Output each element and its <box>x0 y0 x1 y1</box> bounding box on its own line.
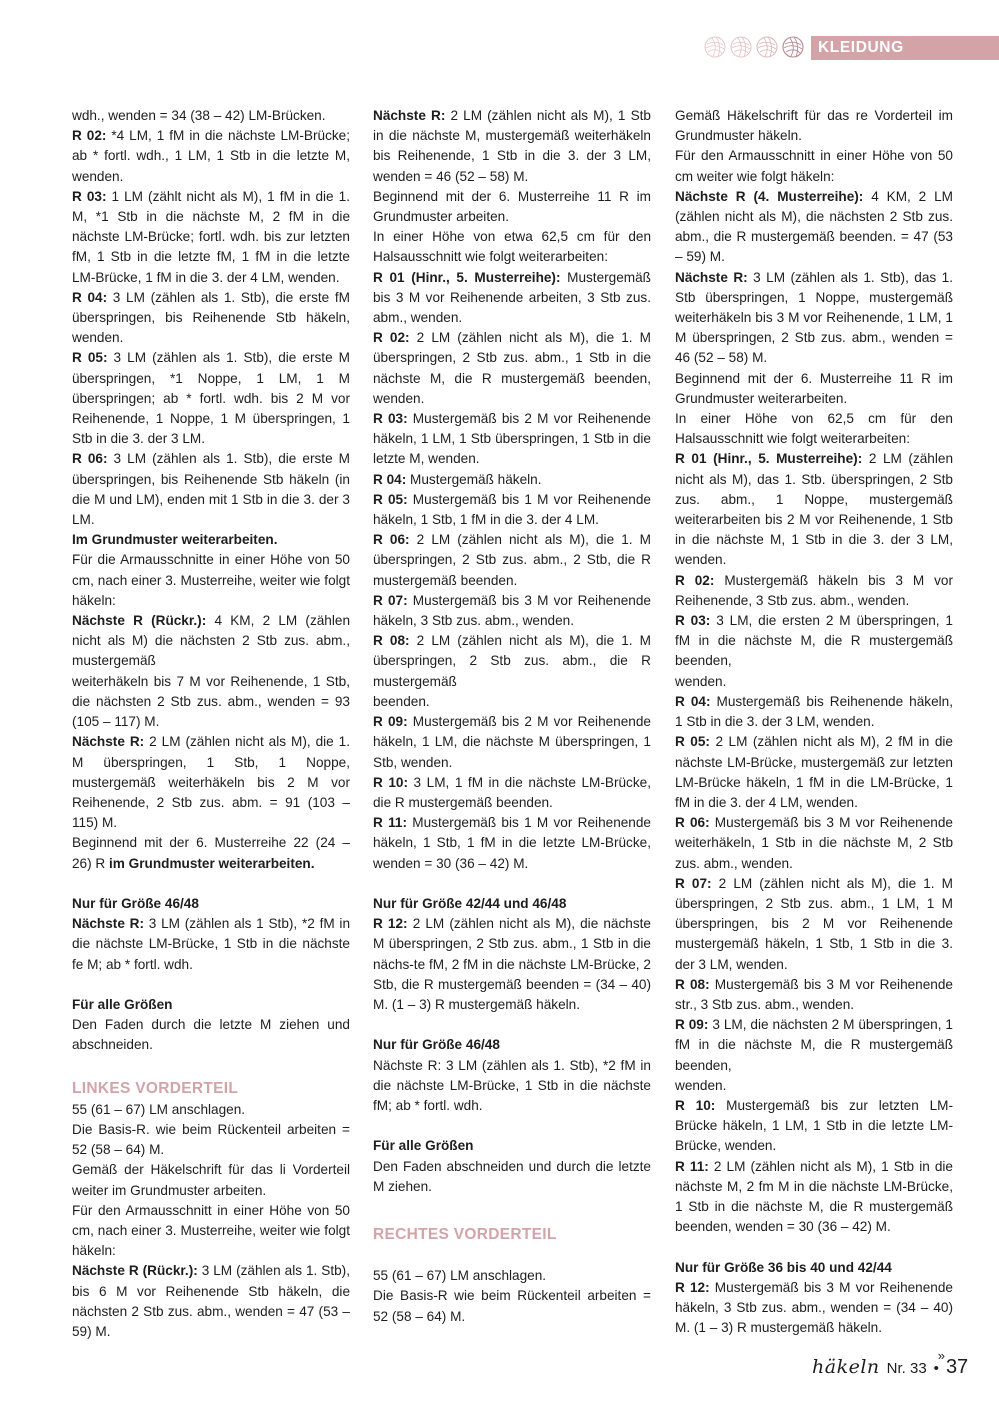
instruction-paragraph <box>373 591 651 631</box>
instruction-paragraph <box>72 732 350 833</box>
instruction-paragraph <box>373 813 651 874</box>
row-label: R 02: <box>675 572 715 588</box>
instruction-text: Mustergemäß bis 3 M vor Reihenende arbeiten, 3 Stb zus. abm., wenden. <box>373 269 651 326</box>
row-label: R 05: <box>72 350 108 366</box>
instruction-text: Nächste R: 3 LM (zählen als 1. Stb), *2 fM in die nächste LM-Brücke, 1 Stb in die nächste fM; ab * fortl. wdh. <box>373 1057 651 1113</box>
instruction-text: Mustergemäß bis 2 M vor Reihenende häkeln, 1 LM, 1 Stb überspringen, 1 Stb in die letzte M, wenden. <box>373 411 651 467</box>
instruction-text: Gemäß der Häkelschrift für das li Vorderteil weiter im Grundmuster arbeiten. <box>72 1162 350 1198</box>
instruction-paragraph <box>373 914 651 1015</box>
instruction-text: wenden. <box>675 1077 727 1093</box>
instruction-text: 3 LM, die ersten 2 M überspringen, 1 fM in die nächste M, die R mustergemäß beenden, <box>675 613 953 669</box>
row-label: R 07: <box>373 592 408 608</box>
instruction-text: Mustergemäß bis 3 M vor Reihenende str., 3 Stb zus. abm., wenden. <box>675 976 953 1012</box>
row-label: Für alle Größen <box>373 1138 474 1154</box>
instruction-paragraph <box>373 1056 651 1117</box>
column-left <box>72 106 350 1342</box>
footer-separator: • <box>933 1360 939 1377</box>
instruction-text: Mustergemäß bis 3 M vor Reihenende weiterhäkeln, 1 Stb in die nächste M, 2 Stb zus. abm., wenden. <box>675 815 953 871</box>
instruction-paragraph <box>373 106 651 187</box>
row-label: R 08: <box>675 976 710 992</box>
row-label: R 04: <box>675 693 711 709</box>
paragraph-spacer <box>72 1056 350 1076</box>
row-label: Nächste R: <box>72 734 145 750</box>
row-label: R 06: <box>675 815 710 831</box>
instruction-text: Mustergemäß bis 3 M vor Reihenende häkeln, 3 Stb zus. abm., wenden = (34 – 40) M. (1 – 3) R mustergemäß häkeln. <box>675 1279 953 1336</box>
yarn-ball-icon <box>730 36 752 58</box>
instruction-text: Gemäß Häkelschrift für das re Vorderteil im Grundmuster häkeln. <box>675 108 953 144</box>
column-right <box>675 106 953 1367</box>
row-label: Nächste R (Rückr.): <box>72 1263 198 1279</box>
row-label: Nächste R (Rückr.): <box>72 613 207 629</box>
instruction-paragraph <box>72 530 350 550</box>
instruction-paragraph <box>72 449 350 530</box>
row-label: R 01 (Hinr., 5. Musterreihe): <box>373 269 561 285</box>
instruction-text: 3 LM (zählen als 1. Stb), die erste fM überspringen, bis Reihenende Stb häkeln, wenden. <box>72 289 351 346</box>
row-label: R 07: <box>675 875 712 891</box>
row-label: R 12: <box>373 916 408 932</box>
instruction-text: Die Basis-R wie beim Rückenteil arbeiten = 52 (58 – 64) M. <box>373 1288 651 1324</box>
row-label: R 01 (Hinr., 5. Musterreihe): <box>675 451 863 467</box>
instruction-paragraph <box>373 692 651 712</box>
instruction-paragraph <box>675 449 953 570</box>
instruction-paragraph <box>72 1120 350 1160</box>
instruction-paragraph <box>675 1015 953 1076</box>
row-label: R 12: <box>675 1279 710 1295</box>
yarn-ball-icon <box>756 36 778 58</box>
row-label: R 02: <box>72 128 107 144</box>
page-footer <box>812 1356 968 1379</box>
row-label: R 06: <box>72 451 108 467</box>
instruction-text: 2 LM (zählen nicht als M), 1 Stb in die nächste M, mustergemäß weiterhäkeln bis Reihenende, 1 Stb in die 3. der 3 LM, wenden = 46 (52 – 58) M. <box>373 108 651 184</box>
row-label: R 11: <box>675 1158 709 1174</box>
instruction-paragraph <box>675 146 953 186</box>
instruction-text: 3 LM (zählen als 1. Stb), die erste M überspringen, bis Reihenende Stb häkeln (in die M und LM), enden mit 1 Stb in die 3. der 3 LM. <box>72 451 350 528</box>
row-label: Nur für Größe 46/48 <box>373 1037 500 1053</box>
section-heading: LINKES VORDERTEIL <box>72 1079 239 1097</box>
row-label: R 05: <box>373 491 408 507</box>
row-label: R 10: <box>675 1097 716 1113</box>
instruction-paragraph <box>72 914 350 975</box>
instruction-text: Mustergemäß bis 1 M vor Reihenende häkeln, 1 Stb, 1 fM in die 3. der 4 LM. <box>373 491 651 528</box>
row-label: Nächste R: <box>72 916 144 932</box>
continued-arrow-icon: » <box>937 1348 945 1364</box>
instruction-paragraph <box>373 227 651 267</box>
section-label: KLEIDUNG <box>818 39 904 56</box>
instruction-paragraph <box>675 813 953 874</box>
instruction-paragraph <box>373 470 651 490</box>
paragraph-spacer <box>373 1015 651 1035</box>
instruction-paragraph <box>373 773 651 813</box>
row-label: Nur für Größe 36 bis 40 und 42/44 <box>675 1259 892 1275</box>
instruction-text: Mustergemäß häkeln. <box>406 471 542 487</box>
instruction-text: Beginnend mit der 6. Musterreihe 22 (24 – 26) R <box>72 835 350 871</box>
instruction-paragraph <box>373 631 651 692</box>
row-label: R 03: <box>72 188 107 204</box>
instruction-paragraph <box>373 328 651 409</box>
row-label: R 11: <box>373 815 407 831</box>
paragraph-spacer <box>675 1237 953 1257</box>
instruction-paragraph <box>72 833 350 873</box>
instruction-paragraph <box>373 1136 651 1156</box>
magazine-name: häkeln <box>812 1356 880 1378</box>
row-label: Nächste R: <box>373 108 446 123</box>
row-label: R 03: <box>373 411 408 427</box>
instruction-paragraph <box>675 874 953 975</box>
instruction-paragraph <box>72 1100 350 1120</box>
instruction-paragraph <box>675 1157 953 1238</box>
row-label: R 03: <box>675 613 711 629</box>
instruction-paragraph <box>675 187 953 268</box>
yarn-ball-icon <box>782 36 804 58</box>
instruction-paragraph <box>675 106 953 146</box>
instruction-paragraph <box>373 1157 651 1197</box>
instruction-paragraph <box>373 1266 651 1286</box>
instruction-paragraph <box>373 187 651 227</box>
row-label: R 09: <box>675 1017 709 1033</box>
instruction-paragraph <box>675 692 953 732</box>
instruction-paragraph <box>675 1096 953 1157</box>
instruction-text: Mustergemäß bis Reihenende häkeln, 1 Stb in die 3. der 3 LM, wenden. <box>675 693 953 730</box>
instruction-text: wdh., wenden = 34 (38 – 42) LM-Brücken. <box>72 108 326 123</box>
instruction-paragraph <box>675 611 953 672</box>
instruction-text: 55 (61 – 67) LM anschlagen. <box>373 1268 547 1284</box>
instruction-paragraph <box>675 409 953 449</box>
instruction-text: beenden. <box>373 693 430 709</box>
instruction-paragraph <box>72 288 350 349</box>
instruction-paragraph <box>72 1160 350 1200</box>
instruction-paragraph <box>675 1258 953 1278</box>
instruction-text: Die Basis-R. wie beim Rückenteil arbeiten = 52 (58 – 64) M. <box>72 1121 350 1158</box>
instruction-text: 55 (61 – 67) LM anschlagen. <box>72 1101 246 1117</box>
instruction-paragraph <box>675 369 953 409</box>
instruction-paragraph <box>373 409 651 470</box>
instruction-text: wenden. <box>675 673 727 689</box>
instruction-text: Für den Armausschnitt in einer Höhe von 50 cm, nach einer 3. Musterreihe, weiter wie folgt häkeln: <box>72 1202 350 1259</box>
instruction-text: Mustergemäß bis 2 M vor Reihenende häkeln, 1 LM, die nächste M überspringen, 1 Stb, wenden. <box>373 714 651 770</box>
instruction-paragraph <box>72 672 350 733</box>
instruction-text: 2 LM (zählen nicht als M), 1 Stb in die nächste M, 2 fm M in die nächste LM-Brücke, 1 Stb in die nächste M, die R mustergemäß beenden, wenden = 30 (36 – 42) M. <box>675 1158 953 1235</box>
instruction-paragraph <box>72 126 350 187</box>
row-label: Nächste R: <box>675 269 748 285</box>
paragraph-spacer <box>373 1197 651 1217</box>
row-label: Im Grundmuster weiterarbeiten. <box>72 532 278 548</box>
paragraph-spacer <box>72 975 350 995</box>
yarn-ball-icon <box>704 36 726 58</box>
instruction-text: weiterhäkeln bis 7 M vor Reihenende, 1 Stb, die nächsten 2 Stb zus. abm., wenden = 93 (105 – 117) M. <box>72 673 350 730</box>
paragraph-spacer <box>72 874 350 894</box>
row-label: R 10: <box>373 774 408 790</box>
instruction-text: 3 LM (zählen als 1 Stb), *2 fM in die nächste LM-Brücke, 1 Stb in die nächste fe M; ab * fortl. wdh. <box>72 916 350 972</box>
instruction-paragraph <box>675 732 953 813</box>
row-label: Nur für Größe 46/48 <box>72 895 199 911</box>
instruction-paragraph <box>72 348 350 449</box>
instruction-paragraph <box>72 106 350 126</box>
instruction-paragraph <box>675 1278 953 1339</box>
instruction-text: 4 KM, 2 LM (zählen nicht als M) die nächsten 2 Stb zus. abm., mustergemäß <box>72 613 350 669</box>
instruction-text: In einer Höhe von 62,5 cm für den Halsausschnitt wie folgt weiterarbeiten: <box>675 411 953 447</box>
instruction-text: *4 LM, 1 fM in die nächste LM-Brücke; ab * fortl. wdh., 1 LM, 1 Stb in die letzte M, wenden. <box>72 128 350 184</box>
row-label: Nächste R (4. Musterreihe): <box>675 188 864 204</box>
instruction-text: 2 LM (zählen nicht als M), die nächste M überspringen, 2 Stb zus. abm., 1 Stb in die nächs-te fM, 2 fM in die nächste LM-Brücke, 2 Stb, die R mustergemäß beenden = (34 – 40) M. (1 – 3) R mustergemäß häkeln. <box>373 916 651 1012</box>
instruction-text: Mustergemäß bis 1 M vor Reihenende häkeln, 1 Stb, 1 fM in die letzte LM-Brücke, wenden = 30 (36 – 42) M. <box>373 815 651 871</box>
instruction-paragraph <box>675 672 953 692</box>
instruction-text: 2 LM (zählen nicht als M), die 1. M überspringen, 2 Stb zus. abm., 1 Stb in die nächste M, die R mustergemäß beenden, wenden. <box>373 330 651 406</box>
instruction-text: 4 KM, 2 LM (zählen nicht als M), die nächsten 2 Stb zus. abm., die R mustergemäß beenden. = 47 (53 – 59) M. <box>675 188 953 265</box>
instruction-paragraph <box>72 187 350 288</box>
yarn-ball-icons <box>704 36 804 58</box>
instruction-paragraph <box>72 894 350 914</box>
page-number: 37 <box>945 1356 969 1378</box>
instruction-paragraph <box>373 490 651 530</box>
row-label: R 04: <box>72 289 108 305</box>
instruction-text: Für den Armausschnitt in einer Höhe von 50 cm weiter wie folgt häkeln: <box>675 148 953 184</box>
instruction-paragraph <box>675 1076 953 1096</box>
instruction-paragraph <box>373 1035 651 1055</box>
issue-number: Nr. 33 <box>886 1360 927 1377</box>
instruction-paragraph <box>373 712 651 773</box>
column-middle <box>373 106 651 1327</box>
instruction-text: 3 LM (zählen als 1. Stb), bis 6 M vor Reihenende Stb häkeln, die nächsten 2 Stb zus. abm., wenden = 47 (53 – 59) M. <box>72 1263 350 1339</box>
instruction-paragraph <box>72 1201 350 1262</box>
instruction-paragraph <box>373 268 651 329</box>
instruction-text: Für die Armausschnitte in einer Höhe von 50 cm, nach einer 3. Musterreihe, weiter wie folgt häkeln: <box>72 552 350 608</box>
instruction-text: 3 LM, 1 fM in die nächste LM-Brücke, die R mustergemäß beenden. <box>373 774 651 810</box>
instruction-text: Mustergemäß bis zur letzten LM-Brücke häkeln, 1 LM, 1 Stb in die letzte LM-Brücke, wenden. <box>675 1097 953 1154</box>
instruction-text: Beginnend mit der 6. Musterreihe 11 R im Grundmuster weiterarbeiten. <box>675 370 953 406</box>
row-label: R 05: <box>675 734 710 750</box>
instruction-text: 2 LM (zählen nicht als M), die 1. M überspringen, 2 Stb zus. abm., die R mustergemäß <box>373 633 651 689</box>
instruction-text: 2 LM (zählen nicht als M), die 1. M überspringen, 1 Stb, 1 Noppe, mustergemäß weiterhäkeln bis 2 M vor Reihenende, 2 Stb zus. abm. = 91 (103 – 115) M. <box>72 734 350 831</box>
paragraph-spacer <box>373 874 651 894</box>
instruction-text: 1 LM (zählt nicht als M), 1 fM in die 1. M, *1 Stb in die nächste M, 2 fM in die nächste LM-Brücke; fortl. wdh. bis zur letzten fM, 1 Stb in die letzte fM, 1 fM in die letzte LM-Brücke, 1 fM in die 3. der 4 LM, wenden. <box>72 188 350 285</box>
instruction-text: 2 LM (zählen nicht als M), die 1. M überspringen, 2 Stb zus. abm., 2 Stb, die R mustergemäß beenden. <box>373 532 651 588</box>
instruction-text: 3 LM (zählen als 1. Stb), das 1. Stb überspringen, 1 Noppe, mustergemäß weiterhäkeln bis 3 M vor Reihenende, 1 LM, 1 M überspringen, 2 Stb zus. abm., wenden = 46 (52 – 58) M. <box>675 269 953 366</box>
instruction-paragraph <box>373 894 651 914</box>
instruction-paragraph <box>675 975 953 1015</box>
section-heading: RECHTES VORDERTEIL <box>373 1226 557 1244</box>
row-label: Nur für Größe 42/44 und 46/48 <box>373 895 567 911</box>
instruction-text: In einer Höhe von etwa 62,5 cm für den Halsausschnitt wie folgt weiterarbeiten: <box>373 229 651 265</box>
instruction-paragraph <box>675 571 953 611</box>
instruction-paragraph <box>72 995 350 1015</box>
row-label: Für alle Größen <box>72 996 173 1012</box>
row-label: R 04: <box>373 471 407 487</box>
row-label: R 02: <box>373 330 410 346</box>
instruction-paragraph <box>72 611 350 672</box>
row-label: R 08: <box>373 633 410 649</box>
paragraph-spacer <box>373 1116 651 1136</box>
instruction-text: Mustergemäß häkeln bis 3 M vor Reihenende, 3 Stb zus. abm., wenden. <box>675 572 953 608</box>
instruction-text: Beginnend mit der 6. Musterreihe 11 R im Grundmuster arbeiten. <box>373 188 651 225</box>
emphasis-text: im Grundmuster weiterarbeiten. <box>109 855 315 871</box>
instruction-paragraph <box>72 1015 350 1055</box>
instruction-text: 2 LM (zählen nicht als M), die 1. M überspringen, 2 Stb zus. abm., 1 LM, 1 M überspringen, bis 2 M vor Reihenende mustergemäß häkeln, 1 Stb, 1 Stb in die 3. der 3 LM, wenden. <box>675 875 953 972</box>
instruction-paragraph <box>72 550 350 611</box>
instruction-text: 3 LM (zählen als 1. Stb), die erste M überspringen, *1 Noppe, 1 LM, 1 M überspringen; ab * fortl. wdh. bis 2 M vor Reihenende, 1 Noppe, 1 M überspringen, 1 Stb in die 3. der 3 LM. <box>72 350 350 447</box>
instruction-paragraph <box>373 530 651 591</box>
instruction-text: Den Faden durch die letzte M ziehen und abschneiden. <box>72 1017 350 1053</box>
row-label: R 06: <box>373 532 410 548</box>
instruction-paragraph <box>675 268 953 369</box>
instruction-paragraph <box>373 1286 651 1326</box>
instruction-text: 3 LM, die nächsten 2 M überspringen, 1 fM in die nächste M, die R mustergemäß beenden, <box>675 1017 953 1073</box>
row-label: R 09: <box>373 714 408 730</box>
instruction-text: 2 LM (zählen nicht als M), das 1. Stb. überspringen, 2 Stb zus. abm., 1 Noppe, mustergemäß weiterarbeiten bis 2 M vor Reihenende, 1 Stb in die nächste M, 1 Stb in die 3. der 3 LM, wenden. <box>675 451 954 568</box>
instruction-text: Den Faden abschneiden und durch die letzte M ziehen. <box>373 1158 651 1194</box>
instruction-text: 2 LM (zählen nicht als M), 2 fM in die nächste LM-Brücke, mustergemäß zur letzten LM-Brücke häkeln, 1 fM in die LM-Brücke, 1 fM in die 3. der 4 LM, wenden. <box>675 734 953 810</box>
instruction-paragraph <box>72 1261 350 1342</box>
instruction-text: Mustergemäß bis 3 M vor Reihenende häkeln, 3 Stb zus. abm., wenden. <box>373 592 651 629</box>
